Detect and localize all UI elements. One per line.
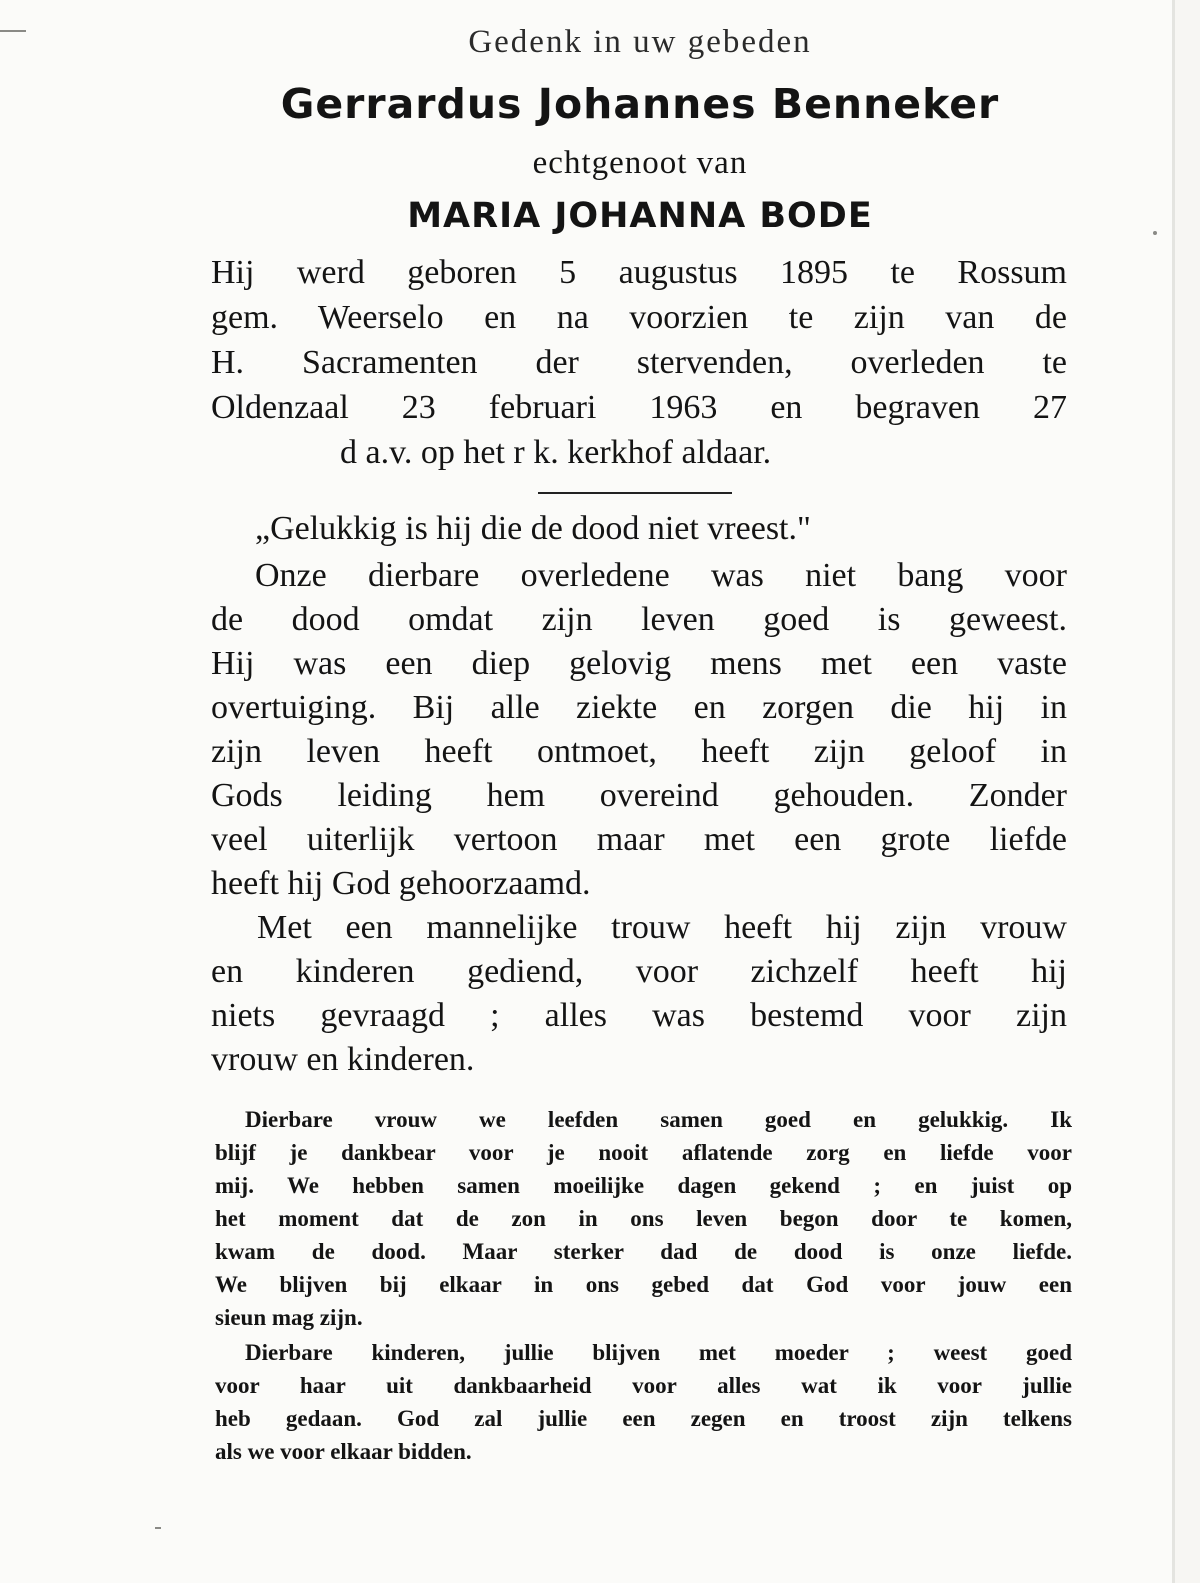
biography-line: gem. Weerselo en na voorzien te zijn van de xyxy=(211,299,1067,336)
biography-line: Hij werd geboren 5 augustus 1895 te Rossum xyxy=(211,254,1067,291)
farewell-wife-line: sieun mag zijn. xyxy=(215,1305,363,1330)
biography-line: H. Sacramenten der stervenden, overleden te xyxy=(211,344,1067,381)
farewell-children-line: als we voor elkaar bidden. xyxy=(215,1439,472,1464)
farewell-wife-line: kwam de dood. Maar sterker dad de dood is onze liefde. xyxy=(215,1239,1072,1264)
tribute-line: vrouw en kinderen. xyxy=(211,1041,475,1078)
deceased-name: Gerrardus Johannes Benneker xyxy=(280,80,1000,128)
biography-line: d a.v. op het r k. kerkhof aldaar. xyxy=(340,434,772,471)
farewell-children-line: voor haar uit dankbaarheid voor alles wat ik voor jullie xyxy=(215,1373,1072,1398)
tribute-line: de dood omdat zijn leven goed is geweest. xyxy=(211,601,1067,638)
scan-mark xyxy=(155,1527,161,1529)
scan-mark xyxy=(1153,231,1157,235)
tribute-line: overtuiging. Bij alle ziekte en zorgen die hij in xyxy=(211,689,1067,726)
tribute-line: Gods leiding hem overeind gehouden. Zonder xyxy=(211,777,1067,814)
tribute-line: heeft hij God gehoorzaamd. xyxy=(211,865,591,902)
farewell-wife-line: het moment dat de zon in ons leven begon door te komen, xyxy=(215,1206,1072,1231)
divider xyxy=(538,492,732,494)
farewell-wife-line: blijf je dankbear voor je nooit aflatende zorg en liefde voor xyxy=(215,1140,1072,1165)
tribute-line: niets gevraagd ; alles was bestemd voor zijn xyxy=(211,997,1067,1034)
tribute-line: Onze dierbare overledene was niet bang voor xyxy=(255,557,1067,594)
farewell-children-line: heb gedaan. God zal jullie een zegen en troost zijn telkens xyxy=(215,1406,1072,1431)
scan-mark xyxy=(0,30,26,32)
tribute-line: veel uiterlijk vertoon maar met een grote liefde xyxy=(211,821,1067,858)
farewell-children-line: Dierbare kinderen, jullie blijven met moeder ; weest goed xyxy=(245,1340,1072,1365)
farewell-wife-line: We blijven bij elkaar in ons gebed dat God voor jouw een xyxy=(215,1272,1072,1297)
tribute-line: en kinderen gediend, voor zichzelf heeft hij xyxy=(211,953,1067,990)
quote: „Gelukkig is hij die de dood niet vreest." xyxy=(255,510,811,547)
relation-label: echtgenoot van xyxy=(532,145,748,181)
prayer-heading: Gedenk in uw gebeden xyxy=(468,24,812,60)
spouse-name: MARIA JOHANNA BODE xyxy=(407,196,873,236)
farewell-wife-line: mij. We hebben samen moeilijke dagen gekend ; en juist op xyxy=(215,1173,1072,1198)
farewell-wife-line: Dierbare vrouw we leefden samen goed en gelukkig. Ik xyxy=(245,1107,1072,1132)
biography-line: Oldenzaal 23 februari 1963 en begraven 27 xyxy=(211,389,1067,426)
tribute-line: zijn leven heeft ontmoet, heeft zijn geloof in xyxy=(211,733,1067,770)
tribute-line: Met een mannelijke trouw heeft hij zijn vrouw xyxy=(257,909,1067,946)
tribute-line: Hij was een diep gelovig mens met een vaste xyxy=(211,645,1067,682)
